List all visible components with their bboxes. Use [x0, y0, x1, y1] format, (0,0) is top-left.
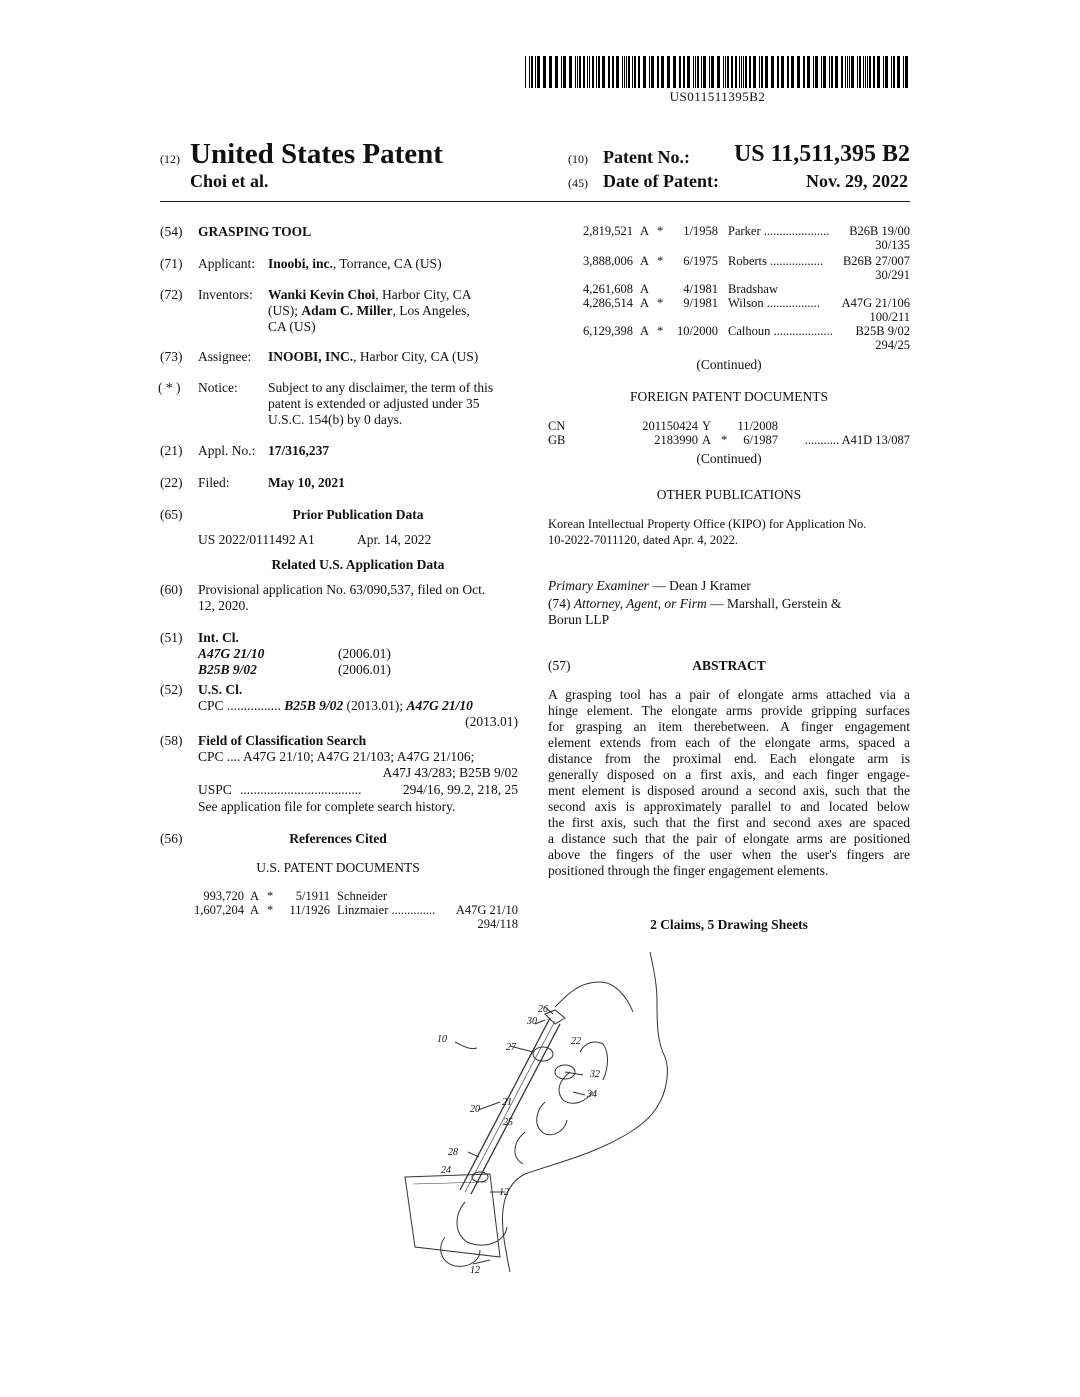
- barcode-bar: [859, 56, 861, 88]
- barcode-bar: [849, 56, 850, 88]
- ref-class-secondary: 294/25: [875, 338, 910, 352]
- applicant-label: Applicant:: [198, 256, 255, 271]
- assignee-label: Assignee:: [198, 349, 252, 364]
- field-22-code: (22): [160, 475, 183, 490]
- barcode-bar: [549, 56, 552, 88]
- abstract-line: generally disposed on a first axis, and each finger engage-: [548, 767, 910, 782]
- barcode-bar: [569, 56, 572, 88]
- barcode-bar: [831, 56, 833, 88]
- barcode-bar: [803, 56, 805, 88]
- ref-inventor: Parker .....................: [728, 224, 830, 238]
- ref-date: 5/1911: [295, 889, 330, 903]
- ref-kind: A: [250, 889, 260, 903]
- barcode-bar: [543, 56, 546, 88]
- ref-date: 9/1981: [683, 296, 718, 310]
- barcode-bar: [612, 56, 614, 88]
- int-cl-year-2: (2006.01): [338, 662, 391, 677]
- barcode-bar: [781, 56, 784, 88]
- drawing-label: 26: [538, 1004, 548, 1015]
- barcode-bar: [638, 56, 640, 88]
- barcode-bar: [577, 56, 578, 88]
- search-uspc-label: USPC: [198, 782, 232, 797]
- other-publication-line-1: Korean Intellectual Property Office (KIPO) for Application No.: [548, 517, 867, 531]
- document-title: United States Patent: [190, 138, 443, 170]
- inventors-short: Choi et al.: [190, 171, 269, 191]
- ref-class-secondary: 30/135: [875, 238, 910, 252]
- barcode-bar: [745, 56, 747, 88]
- search-uspc-dots: ....................................: [240, 782, 362, 797]
- barcode-bar: [813, 56, 814, 88]
- drawing-label: 32: [590, 1069, 600, 1080]
- barcode-bar: [727, 56, 729, 88]
- drawing-label: 10: [437, 1034, 447, 1045]
- ref-inventor: Calhoun ...................: [728, 324, 833, 338]
- barcode-bar: [821, 56, 822, 88]
- foreign-country: CN: [548, 419, 566, 433]
- barcode-bar: [759, 56, 760, 88]
- primary-examiner: Primary Examiner — Dean J Kramer: [548, 578, 751, 593]
- abstract-line: for grasping an item therebetween. A finger engagement: [548, 719, 910, 734]
- barcode-bar: [869, 56, 871, 88]
- field-52-code: (52): [160, 682, 183, 697]
- foreign-patent-documents-heading: FOREIGN PATENT DOCUMENTS: [629, 389, 829, 404]
- ref-kind: A: [640, 224, 650, 238]
- barcode-bar: [829, 56, 830, 88]
- barcode-bar: [731, 56, 733, 88]
- ref-class: A47G 21/10: [455, 903, 518, 917]
- barcode-bar: [632, 56, 633, 88]
- barcode-bar: [823, 56, 826, 88]
- related-application-heading: Related U.S. Application Data: [271, 557, 445, 572]
- notice-label: Notice:: [198, 380, 238, 395]
- abstract-line: positioned through the finger engagement elements.: [548, 863, 829, 878]
- kind-code-12: (12): [160, 152, 180, 166]
- barcode-bar: [735, 56, 737, 88]
- notice-code: ( * ): [158, 380, 181, 395]
- abstract-line: element extends from each of the elongate arms, spaced a: [548, 735, 910, 750]
- drawing-label: 12: [499, 1187, 509, 1198]
- ref-class: B26B 19/00: [849, 224, 910, 238]
- search-history-note: See application file for complete search history.: [198, 799, 456, 814]
- drawing-label: 24: [441, 1165, 451, 1176]
- barcode-bar: [592, 56, 594, 88]
- barcode-bar: [893, 56, 895, 88]
- inventors-label: Inventors:: [198, 287, 253, 302]
- barcode-bar: [709, 56, 710, 88]
- field-73-code: (73): [160, 349, 183, 364]
- barcode-bar: [628, 56, 630, 88]
- barcode-bar: [897, 56, 900, 88]
- barcode-bar: [703, 56, 706, 88]
- other-publications-heading: OTHER PUBLICATIONS: [656, 487, 802, 502]
- barcode-bar: [777, 56, 779, 88]
- barcode-bar: [847, 56, 848, 88]
- barcode-bar: [616, 56, 619, 88]
- ref-number: 993,720: [203, 889, 244, 903]
- abstract-line: above the fingers of the user when the user's fingers are: [548, 847, 910, 862]
- ref-number: 4,286,514: [583, 296, 633, 310]
- search-cpc-line-1: CPC .... A47G 21/10; A47G 21/103; A47G 21/106;: [198, 749, 475, 764]
- barcode-bar: [622, 56, 623, 88]
- barcode-bar: [598, 56, 600, 88]
- ref-inventor: Linzmaier ..............: [337, 903, 436, 917]
- barcode-bar: [835, 56, 838, 88]
- drawing-label: 27: [506, 1042, 516, 1053]
- barcode-bar: [563, 56, 566, 88]
- barcode-bar: [885, 56, 888, 88]
- barcode: [525, 56, 910, 88]
- code-10: (10): [568, 152, 588, 166]
- invention-title: GRASPING TOOL: [198, 224, 312, 239]
- barcode-bar: [797, 56, 800, 88]
- foreign-kind: A: [702, 433, 712, 447]
- abstract-line: the first axis, such that the first and second axes are spaced: [548, 815, 910, 830]
- ref-star: *: [657, 224, 664, 238]
- barcode-bar: [555, 56, 558, 88]
- barcode-bar: [634, 56, 636, 88]
- notice-text: Subject to any disclaimer, the term of this patent is extended or adjusted under 35 U.S.C. 154(b) by 0 days.: [268, 380, 494, 427]
- ref-kind: A: [640, 324, 650, 338]
- barcode-bar: [649, 56, 650, 88]
- filed-value: May 10, 2021: [268, 475, 345, 490]
- us-cl-cpc-year: (2013.01): [465, 714, 518, 729]
- patent-drawing: [395, 952, 695, 1277]
- barcode-bar: [765, 56, 768, 88]
- ref-star: *: [267, 903, 274, 917]
- header-rule: [160, 201, 910, 202]
- drawing-label: 25: [503, 1117, 513, 1128]
- attorney: (74) Attorney, Agent, or Firm — Marshall, Gerstein &: [548, 596, 842, 611]
- ref-class-secondary: 30/291: [875, 268, 910, 282]
- barcode-bar: [561, 56, 562, 88]
- barcode-bar: [651, 56, 654, 88]
- barcode-bar: [697, 56, 699, 88]
- ref-inventor: Roberts .................: [728, 254, 824, 268]
- barcode-bar: [537, 56, 540, 88]
- barcode-bar: [695, 56, 696, 88]
- ref-number: 6,129,398: [583, 324, 633, 338]
- ref-kind: A: [640, 296, 650, 310]
- barcode-bar: [905, 56, 908, 88]
- inventors-value: Wanki Kevin Choi, Harbor City, CA (US); Adam C. Miller, Los Angeles, CA (US): [268, 287, 472, 334]
- field-58-code: (58): [160, 733, 183, 748]
- prior-publication-number: US 2022/0111492 A1: [198, 532, 315, 547]
- int-cl-label: Int. Cl.: [198, 630, 239, 645]
- search-uspc-value: 294/16, 99.2, 218, 25: [402, 782, 518, 797]
- drawing-label: 28: [448, 1147, 458, 1158]
- abstract-line: second axis is approximately parallel to and located below: [548, 799, 910, 814]
- continued-foreign-refs: (Continued): [696, 451, 762, 466]
- barcode-bar: [863, 56, 864, 88]
- appl-no-label: Appl. No.:: [198, 443, 256, 458]
- barcode-bar: [667, 56, 670, 88]
- ref-class: B26B 27/007: [842, 254, 910, 268]
- foreign-date: 11/2008: [737, 419, 778, 433]
- barcode-bar: [657, 56, 659, 88]
- ref-date: 4/1981: [683, 282, 718, 296]
- barcode-bar: [602, 56, 605, 88]
- field-54-code: (54): [160, 224, 183, 239]
- barcode-bar: [873, 56, 875, 88]
- ref-class-secondary: 100/211: [869, 310, 910, 324]
- ref-star: *: [657, 254, 664, 268]
- ref-date: 10/2000: [677, 324, 718, 338]
- ref-number: 1,607,204: [194, 903, 244, 917]
- ref-inventor: Wilson .................: [728, 296, 820, 310]
- field-51-code: (51): [160, 630, 183, 645]
- abstract-heading: ABSTRACT: [692, 658, 766, 673]
- barcode-bar: [529, 56, 530, 88]
- barcode-bar: [771, 56, 774, 88]
- drawing-label: 34: [587, 1089, 597, 1100]
- foreign-class: ........... A41D 13/087: [804, 433, 910, 447]
- prior-publication-heading: Prior Publication Data: [292, 507, 424, 522]
- barcode-bar: [525, 56, 526, 88]
- barcode-bar: [679, 56, 681, 88]
- foreign-number: 2183990: [654, 433, 698, 447]
- barcode-bar: [807, 56, 810, 88]
- foreign-number: 201150424: [642, 419, 698, 433]
- field-65-code: (65): [160, 507, 183, 522]
- barcode-bar: [815, 56, 818, 88]
- claims-and-sheets: 2 Claims, 5 Drawing Sheets: [650, 917, 808, 932]
- foreign-country: GB: [548, 433, 566, 447]
- barcode-bar: [851, 56, 854, 88]
- barcode-bar: [749, 56, 751, 88]
- provisional-application: Provisional application No. 63/090,537, filed on Oct. 12, 2020.: [198, 582, 486, 613]
- continued-us-refs: (Continued): [696, 357, 762, 372]
- abstract-line: a distance such that the pair of elongate arms are positioned: [548, 831, 910, 846]
- barcode-bar: [661, 56, 664, 88]
- ref-inventor: Schneider: [337, 889, 387, 903]
- ref-date: 6/1975: [683, 254, 718, 268]
- appl-no-value: 17/316,237: [268, 443, 330, 458]
- ref-number: 2,819,521: [583, 224, 633, 238]
- field-60-code: (60): [160, 582, 183, 597]
- barcode-bar: [579, 56, 581, 88]
- barcode-bar: [725, 56, 726, 88]
- barcode-bar: [883, 56, 884, 88]
- barcode-bar: [865, 56, 866, 88]
- barcode-bar: [589, 56, 590, 88]
- barcode-bar: [711, 56, 714, 88]
- ref-number: 3,888,006: [583, 254, 633, 268]
- field-56-code: (56): [160, 831, 183, 846]
- abstract-code: (57): [548, 658, 571, 673]
- prior-publication-date: Apr. 14, 2022: [357, 532, 432, 547]
- barcode-bar: [877, 56, 880, 88]
- patent-number-label: Patent No.:: [603, 147, 690, 167]
- ref-inventor: Bradshaw: [728, 282, 778, 296]
- barcode-bar: [535, 56, 536, 88]
- barcode-bar: [903, 56, 904, 88]
- barcode-bar: [739, 56, 740, 88]
- barcode-bar: [723, 56, 724, 88]
- barcode-bar: [626, 56, 627, 88]
- assignee-value: INOOBI, INC., Harbor City, CA (US): [268, 349, 479, 364]
- abstract-line: ment element is disposed around a second axis, such that the: [548, 783, 910, 798]
- foreign-kind: Y: [702, 419, 712, 433]
- barcode-bar: [693, 56, 694, 88]
- us-cl-label: U.S. Cl.: [198, 682, 243, 697]
- abstract-line: distance from the proximal end. Each elongate arm is: [548, 751, 910, 766]
- drawing-label: 21: [502, 1097, 512, 1108]
- barcode-bar: [583, 56, 585, 88]
- barcode-bar: [857, 56, 858, 88]
- barcode-bar: [531, 56, 533, 88]
- barcode-bar: [845, 56, 846, 88]
- abstract-line: hinge element. The elongate arms provide gripping surfaces: [548, 703, 910, 718]
- barcode-bar: [753, 56, 756, 88]
- barcode-bar: [867, 56, 868, 88]
- foreign-date: 6/1987: [743, 433, 778, 447]
- int-cl-year-1: (2006.01): [338, 646, 391, 661]
- filed-label: Filed:: [198, 475, 230, 490]
- field-21-code: (21): [160, 443, 183, 458]
- ref-star: *: [657, 324, 664, 338]
- barcode-bar: [575, 56, 576, 88]
- patent-number: US 11,511,395 B2: [733, 141, 910, 167]
- ref-date: 1/1958: [683, 224, 718, 238]
- ref-number: 4,261,608: [583, 282, 633, 296]
- other-publication-line-2: 10-2022-7011120, dated Apr. 4, 2022.: [548, 533, 739, 547]
- barcode-bar: [683, 56, 685, 88]
- ref-class: B25B 9/02: [855, 324, 910, 338]
- abstract-text: [548, 687, 910, 879]
- ref-kind: A: [640, 254, 650, 268]
- int-cl-class-2: B25B 9/02: [198, 662, 257, 677]
- applicant-value: Inoobi, inc., Torrance, CA (US): [268, 256, 442, 271]
- barcode-bar: [891, 56, 892, 88]
- ref-kind: A: [640, 282, 650, 296]
- foreign-star: *: [721, 433, 728, 447]
- barcode-bar: [624, 56, 625, 88]
- references-cited-heading: References Cited: [289, 831, 387, 846]
- ref-date: 11/1926: [289, 903, 330, 917]
- ref-star: *: [267, 889, 274, 903]
- attorney-line-2: Borun LLP: [548, 612, 610, 627]
- ref-class: A47G 21/106: [841, 296, 910, 310]
- barcode-bar: [741, 56, 742, 88]
- drawing-label: 12: [470, 1265, 480, 1276]
- drawing-label: 30: [527, 1016, 537, 1027]
- search-cpc-line-2: A47J 43/283; B25B 9/02: [382, 765, 518, 780]
- drawing-label: 22: [571, 1036, 581, 1047]
- barcode-bar: [687, 56, 690, 88]
- code-45: (45): [568, 176, 588, 190]
- date-of-patent: Nov. 29, 2022: [805, 171, 908, 191]
- us-patent-documents-heading: U.S. PATENT DOCUMENTS: [256, 860, 420, 875]
- barcode-bar: [791, 56, 794, 88]
- field-72-code: (72): [160, 287, 183, 302]
- field-of-search-label: Field of Classification Search: [198, 733, 367, 748]
- field-71-code: (71): [160, 256, 183, 271]
- barcode-bar: [587, 56, 588, 88]
- barcode-bar: [596, 56, 597, 88]
- us-cl-cpc: CPC ................ B25B 9/02 (2013.01); A47G 21/10: [198, 698, 473, 713]
- barcode-bar: [608, 56, 610, 88]
- int-cl-class-1: A47G 21/10: [198, 646, 265, 661]
- barcode-bar: [643, 56, 646, 88]
- barcode-bar: [673, 56, 676, 88]
- barcode-bar: [701, 56, 702, 88]
- ref-kind: A: [250, 903, 260, 917]
- barcode-bar: [787, 56, 789, 88]
- barcode-bar: [717, 56, 720, 88]
- drawing-label: 20: [470, 1104, 480, 1115]
- barcode-number: US011511395B2: [669, 89, 766, 104]
- ref-class-secondary: 294/118: [477, 917, 518, 931]
- date-of-patent-label: Date of Patent:: [603, 171, 719, 191]
- barcode-bar: [841, 56, 843, 88]
- barcode-bar: [743, 56, 744, 88]
- barcode-bar: [761, 56, 763, 88]
- abstract-line: A grasping tool has a pair of elongate arms attached via a: [548, 687, 910, 702]
- ref-star: *: [657, 296, 664, 310]
